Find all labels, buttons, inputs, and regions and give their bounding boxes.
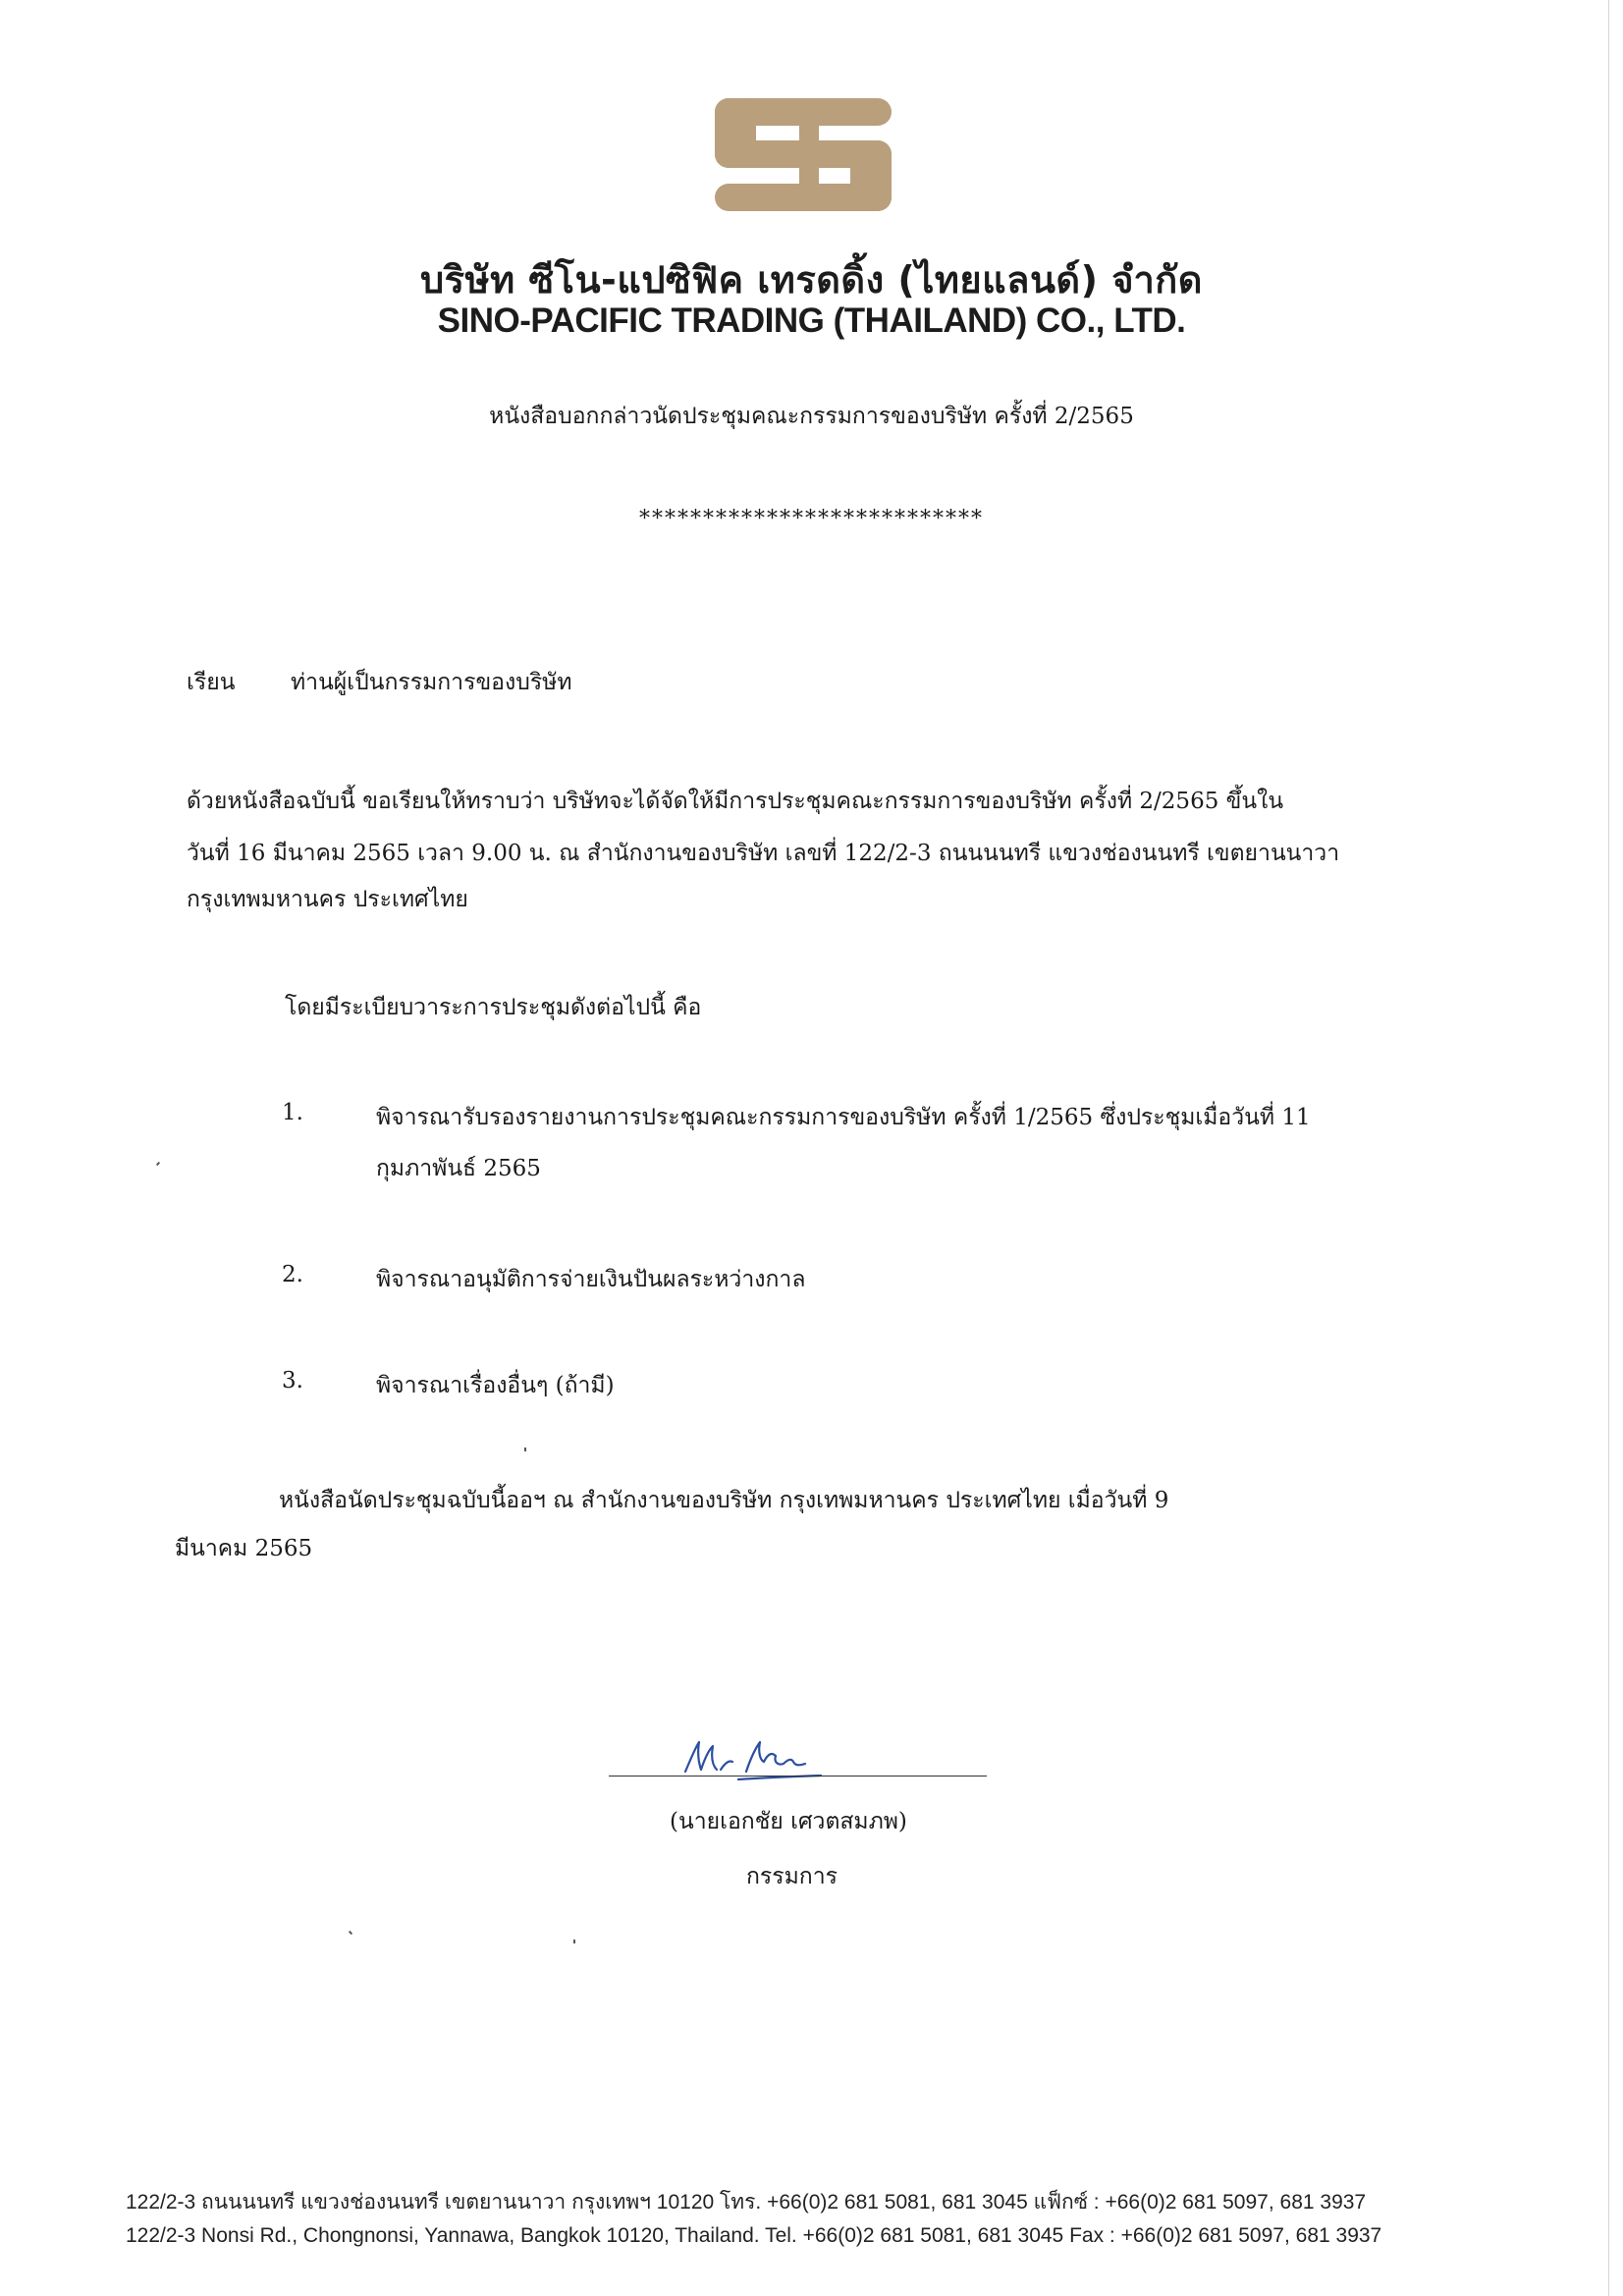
agenda-item-1-number: 1.: [282, 1100, 303, 1125]
agenda-item-2-number: 2.: [282, 1262, 303, 1287]
signatory-position: กรรมการ: [746, 1864, 838, 1889]
document-title: หนังสือบอกกล่าวนัดประชุมคณะกรรมการของบริษัท ครั้งที่ 2/2565: [489, 404, 1134, 429]
footer-address-thai: 122/2-3 ถนนนนทรี แขวงช่องนนทรี เขตยานนาวา กรุงเทพฯ 10120 โทร. +66(0)2 681 5081, 681 3045 แฟ็กซ์ : +66(0)2 681 5097, 681 3937: [126, 2191, 1367, 2214]
scan-speck: [156, 1162, 160, 1166]
closing-line-2: มีนาคม 2565: [175, 1536, 313, 1561]
sino-pacific-logo-icon: [705, 98, 901, 211]
salutation-label: เรียน: [187, 670, 236, 695]
intro-line-1: ด้วยหนังสือฉบับนี้ ขอเรียนให้ทราบว่า บริษัทจะได้จัดให้มีการประชุมคณะกรรมการของบริษัท ครั้งที่ 2/2565 ขึ้นใน: [187, 789, 1284, 814]
scan-speck: [524, 1448, 526, 1451]
company-name-thai: บริษัท ซีโน-แปซิฟิค เทรดดิ้ง (ไทยแลนด์) จำกัด: [420, 258, 1203, 301]
intro-line-2: วันที่ 16 มีนาคม 2565 เวลา 9.00 น. ณ สำนักงานของบริษัท เลขที่ 122/2-3 ถนนนนทรี แขวงช่องนนทรี เขตยานนาวา: [187, 841, 1340, 866]
agenda-item-3-number: 3.: [282, 1368, 303, 1394]
page-edge: [1608, 0, 1609, 2296]
signatory-name: (นายเอกชัย เศวตสมภพ): [670, 1809, 907, 1834]
closing-line-1: หนังสือนัดประชุมฉบับนี้ออฯ ณ สำนักงานของบริษัท กรุงเทพมหานคร ประเทศไทย เมื่อวันที่ 9: [279, 1488, 1169, 1513]
agenda-item-1-line-2: กุมภาพันธ์ 2565: [376, 1156, 541, 1181]
footer-address-english: 122/2-3 Nonsi Rd., Chongnonsi, Yannawa, Bangkok 10120, Thailand. Tel. +66(0)2 681 5081, 681 3045 Fax : +66(0)2 681 5097, 681 3937: [126, 2224, 1382, 2247]
scan-speck: [349, 1931, 352, 1935]
signature-line: [609, 1776, 987, 1777]
separator-line: ***************************: [639, 507, 984, 531]
agenda-item-1-line-1: พิจารณารับรองรายงานการประชุมคณะกรรมการของบริษัท ครั้งที่ 1/2565 ซึ่งประชุมเมื่อวันที่ 11: [376, 1105, 1311, 1130]
agenda-item-2-text: พิจารณาอนุมัติการจ่ายเงินปันผลระหว่างกาล: [376, 1267, 806, 1292]
intro-line-3: กรุงเทพมหานคร ประเทศไทย: [187, 887, 468, 912]
agenda-intro: โดยมีระเบียบวาระการประชุมดังต่อไปนี้ คือ: [285, 995, 702, 1020]
company-name-english: SINO-PACIFIC TRADING (THAILAND) CO., LTD.: [437, 301, 1186, 340]
scan-speck: [573, 1940, 575, 1943]
salutation-recipient: ท่านผู้เป็นกรรมการของบริษัท: [291, 670, 572, 695]
agenda-item-3-text: พิจารณาเรื่องอื่นๆ (ถ้ามี): [376, 1373, 615, 1398]
